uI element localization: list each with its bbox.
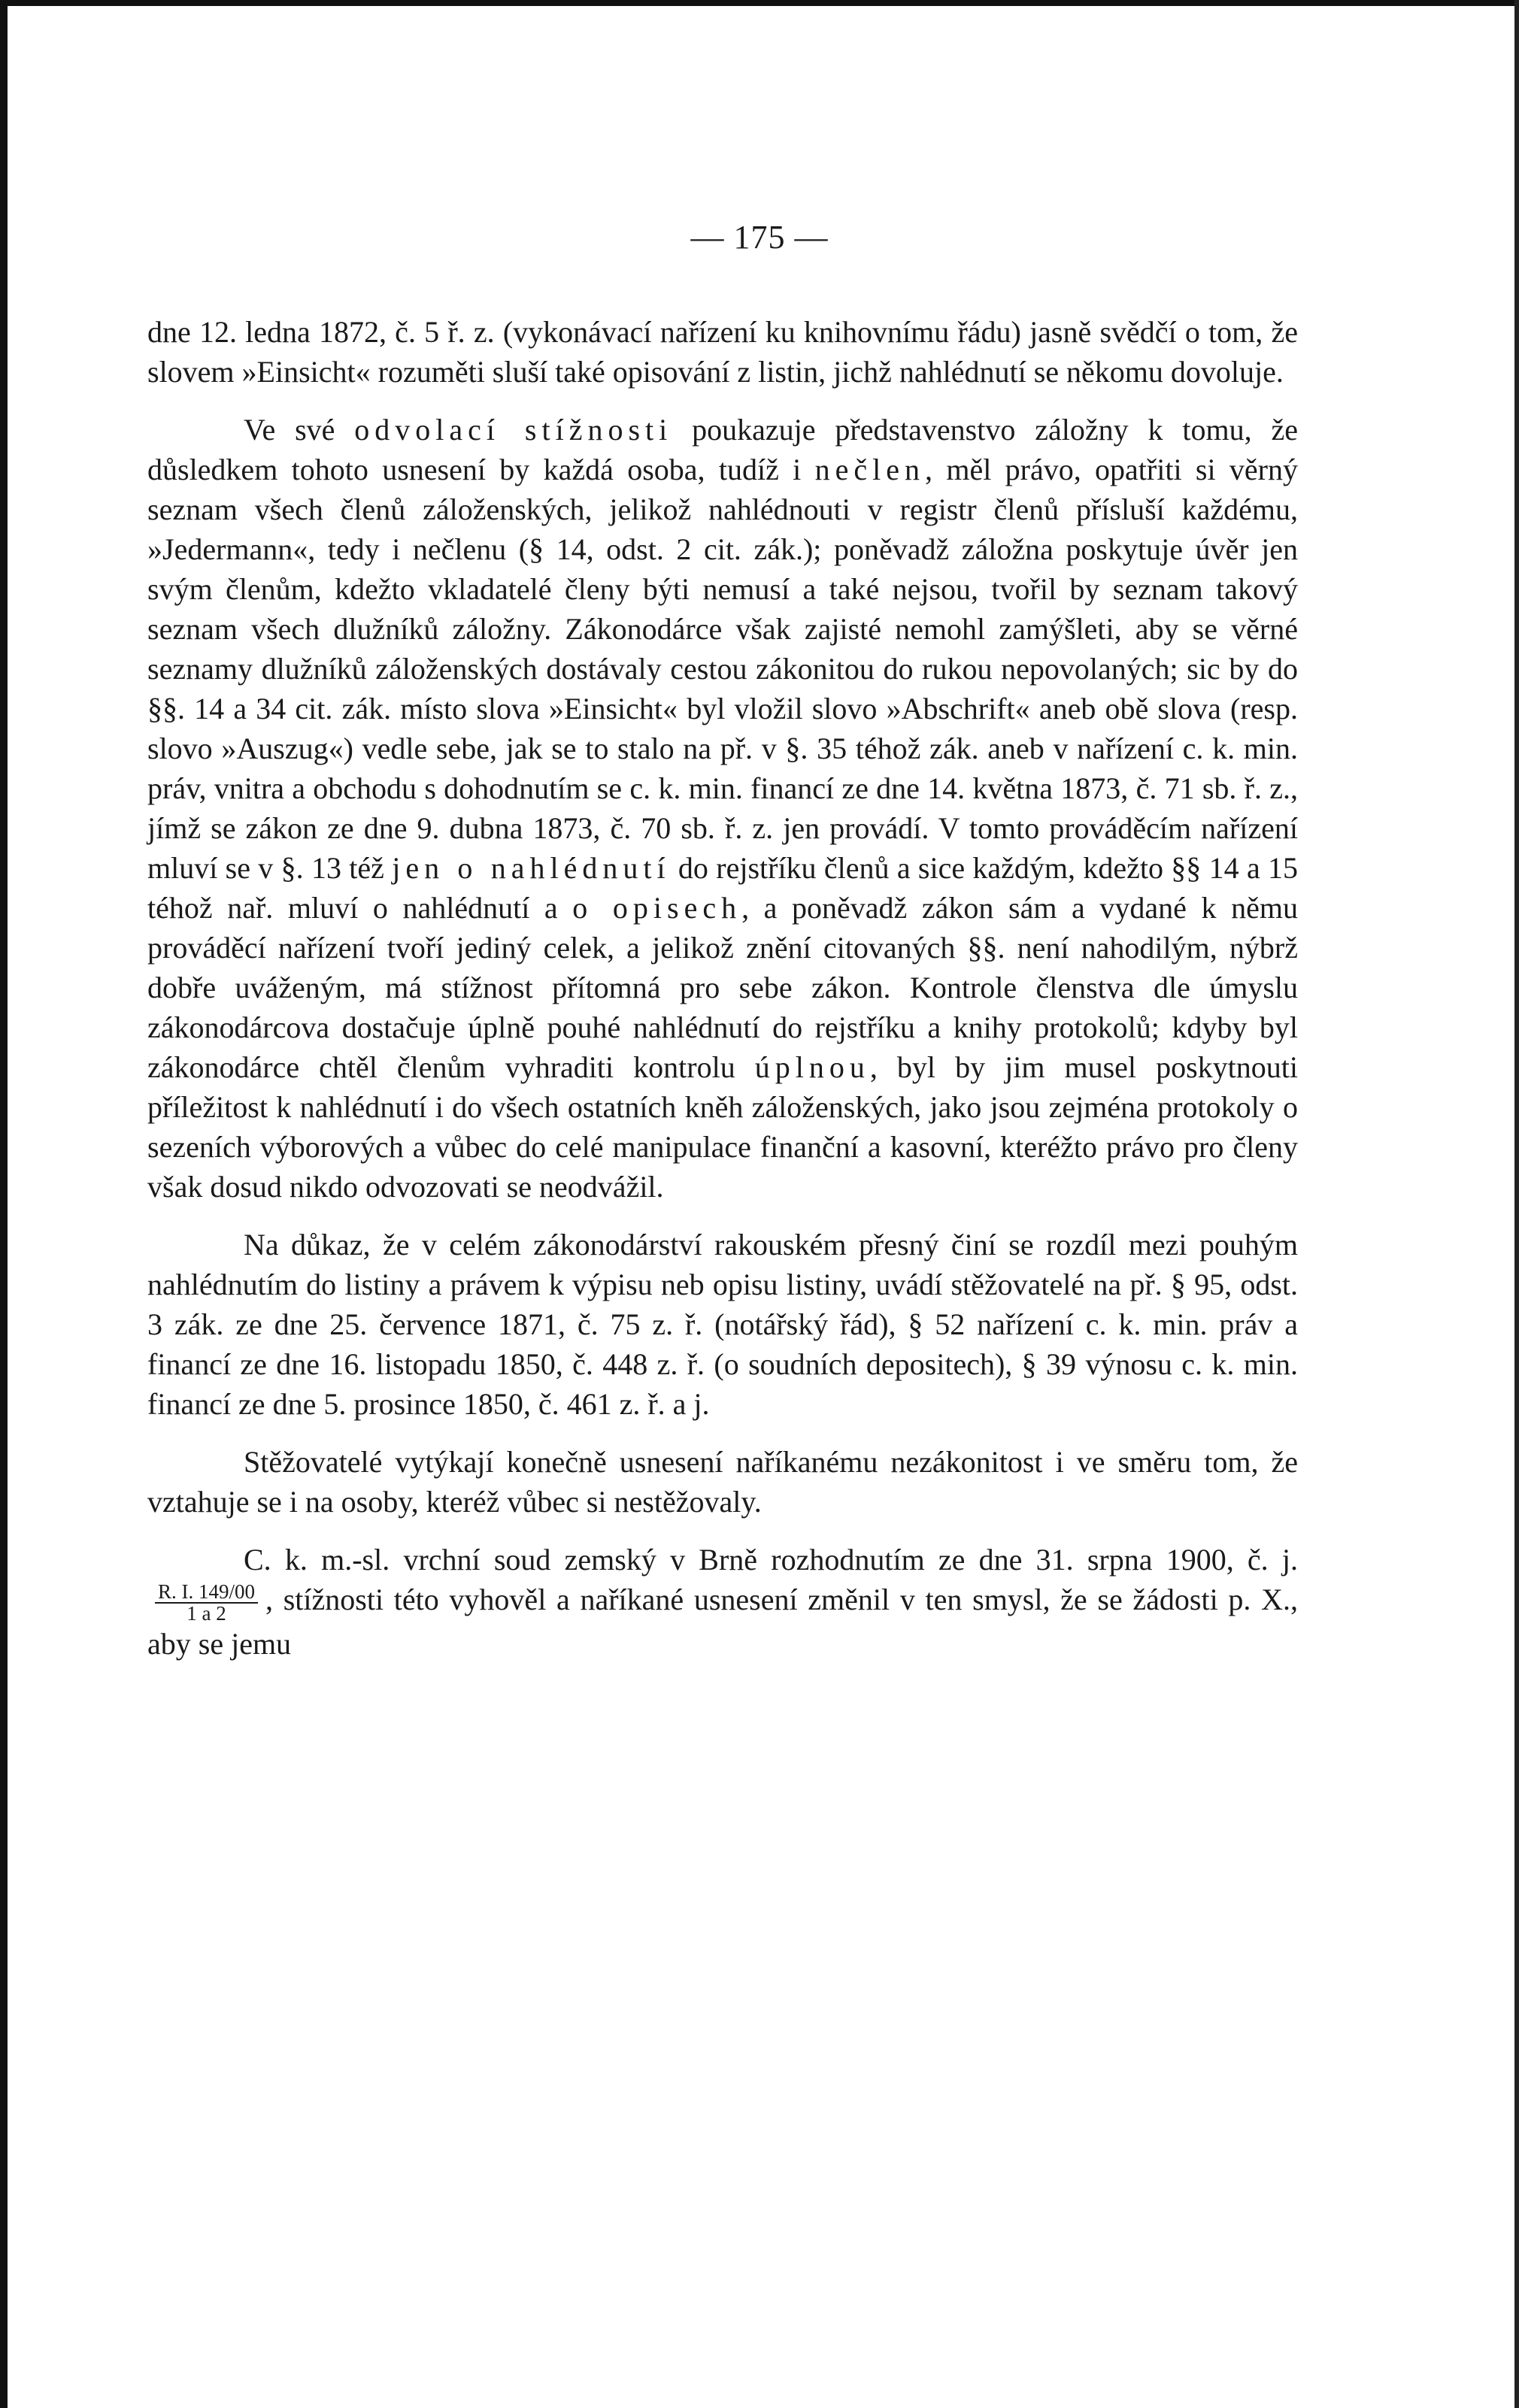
scan-edge-left (0, 0, 8, 2408)
p2-text-c: poukazuje představenstvo záložny k tomu, že důsledkem tohoto usnesení by každá osoba, tudíž i (147, 413, 1298, 486)
p2-spaced-jen-o-nahlednuti: jen o nahlédnutí (392, 851, 671, 885)
paragraph-2 (147, 410, 1298, 1207)
body-text (147, 312, 1298, 1664)
page-number: — 175 — (690, 219, 829, 256)
p2-spaced-neclen: nečlen (814, 453, 925, 486)
p2-spaced-o-opisech: o opisech (572, 891, 742, 925)
paragraph-1: dne 12. ledna 1872, č. 5 ř. z. (vykonávací nařízení ku knihovnímu řádu) jasně svědčí o tom, že slovem »Einsicht« rozuměti sluší také opisování z listin, jichž nahlédnutí se někomu dovoluje. (147, 315, 1298, 389)
paragraph-5 (147, 1540, 1298, 1664)
p2-text-g: do rejstříku členů a sice každým, kdežto §§ 14 a 15 téhož nař. mluví o nahlédnutí a (147, 851, 1299, 925)
fraction-denominator: 1 a 2 (186, 1601, 226, 1625)
p5-text-after: , stížnosti této vyhověl a naříkané usnesení změnil v ten smysl, že se žádosti p. X., aby se jemu (147, 1583, 1298, 1661)
p5-text-before: C. k. m.-sl. vrchní soud zemský v Brně rozhodnutím ze dne 31. srpna 1900, č. j. (244, 1543, 1298, 1577)
p2-text-i: , a poněvadž zákon sám a vydané k němu prováděcí nařízení tvoří jediný celek, a jelikož znění citovaných §§. není nahodilým, nýbrž dobře uváženým, má stížnost přítomná pro sebe zákon. Kontrole členstva dle úmyslu zákonodárcova dostačuje úplně pouhé nahlédnutí do rejstříku a knihy protokolů; kdyby byl zákonodárce chtěl členům vyhraditi kontrolu (147, 891, 1299, 1084)
p2-spaced-uplnou: úplnou (754, 1050, 870, 1084)
p2-text-k: , byl by jim musel poskytnouti příležitost k nahlédnutí i do všech ostatních kněh záloženských, jako jsou zejména protokoly o sezeních výborových a vůbec do celé manipulace finanční a kasovní, kteréžto právo pro členy však dosud nikdo odvozovati se neodvážil. (147, 1050, 1298, 1204)
p2-text-a: Ve své (244, 413, 355, 447)
p2-spaced-odvolaci-stiznosti: odvolací stížnosti (354, 413, 673, 447)
paragraph-3: Na důkaz, že v celém zákonodárství rakouském přesný činí se rozdíl mezi pouhým nahlédnutím do listiny a právem k výpisu neb opisu listiny, uvádí stěžovatelé na př. § 95, odst. 3 zák. ze dne 25. července 1871, č. 75 z. ř. (notářský řád), § 52 nařízení c. k. min. práv a financí ze dne 16. listopadu 1850, č. 448 z. ř. (o soudních depositech), § 39 výnosu c. k. min. financí ze dne 5. prosince 1850, č. 461 z. ř. a j. (147, 1228, 1298, 1421)
scan-edge-top (0, 0, 1519, 6)
fraction-numerator: R. I. 149/00 (155, 1582, 258, 1604)
p2-text-e: , měl právo, opatřiti si věrný seznam všech členů záloženských, jelikož nahlédnouti v registr členů přísluší každému, »Jedermann«, tedy i nečlenu (§ 14, odst. 2 cit. zák.); poněvadž záložna poskytuje úvěr jen svým členům, kdežto vkladatelé členy býti nemusí a také nejsou, tvořil by seznam takový seznam všech dlužníků záložny. Zákonodárce však zajisté nemohl zamýšleti, aby se věrné seznamy dlužníků záloženských dostávaly cestou zákonitou do rukou nepovolaných; sic by do §§. 14 a 34 cit. zák. místo slova »Einsicht« byl vložil slovo »Abschrift« aneb obě slova (resp. slovo »Auszug«) vedle sebe, jak se to stalo na př. v §. 35 téhož zák. aneb v nařízení c. k. min. práv, vnitra a obchodu s dohodnutím se c. k. min. financí ze dne 14. května 1873, č. 71 sb. ř. z., jímž se zákon ze dne 9. dubna 1873, č. 70 sb. ř. z. jen provádí. V tomto prováděcím nařízení mluví se v §. 13 též (147, 453, 1298, 885)
case-number-fraction (155, 1582, 258, 1624)
scan-edge-right (1514, 0, 1519, 2408)
paragraph-4: Stěžovatelé vytýkají konečně usnesení naříkanému nezákonitost i ve směru tom, že vztahuje se i na osoby, kteréž vůbec si nestěžovaly. (147, 1445, 1298, 1519)
